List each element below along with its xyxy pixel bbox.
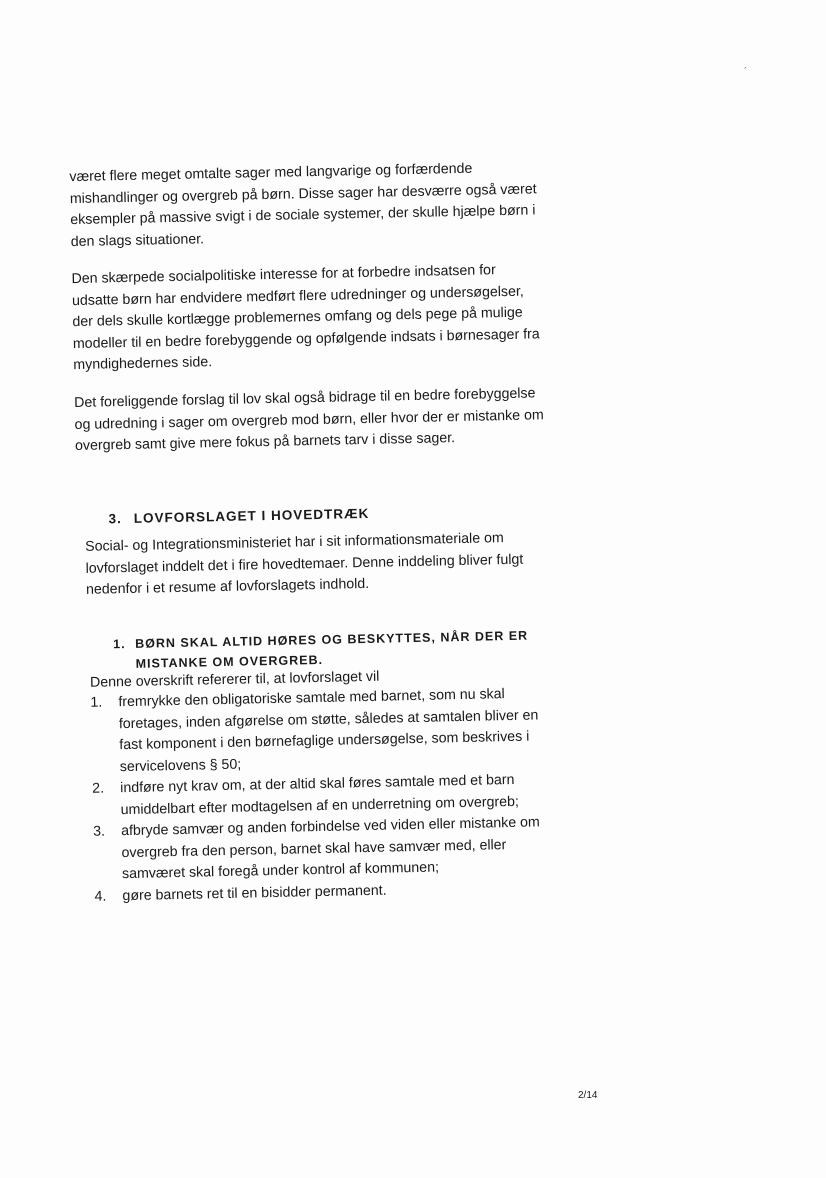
- list-item-text: fremrykke den obligatoriske samtale med barnet, som nu skal foretages, inden afgørelse om støtte, således at samtalen bliver en fast komponent i den børnefaglige undersøgelse, som beskrives i servicelovens § 50;: [118, 686, 539, 775]
- list-item-number: 3.: [92, 823, 106, 840]
- subsection-intro: Denne overskrift refererer til, at lovforslaget vil: [89, 668, 380, 691]
- subsection-title-line2: MISTANKE OM OVERGREB.: [135, 652, 324, 671]
- paragraph-intro: været flere meget omtalte sager med langvarige og forfærdende mishandlinger og overgreb på børn. Disse sager har desværre også været eksempler på massive svigt i de sociale systemer, der skulle hjælpe børn i den slags situationer.: [69, 160, 537, 250]
- paragraph-proposal: Det foreliggende forslag til lov skal også bidrage til en bedre forebyggelse og udredning i sager om overgreb mod børn, eller hvor der er mistanke om overgreb samt give mere fokus på barnets tarv i disse sager.: [73, 385, 544, 455]
- measures-list: [90, 683, 564, 908]
- list-item-number: 2.: [92, 780, 105, 797]
- section-intro: Social- og Integrationsministeriet har i sit informationsmateriale om lovforslaget inddelt det i fire hovedtemaer. Denne inddeling bliver fulgt nedenfor i et resume af lovforslagets indhold.: [84, 530, 524, 598]
- subsection-number: 1.: [113, 637, 126, 652]
- section-title: LOVFORSLAGET I HOVEDTRÆK: [133, 505, 370, 526]
- list-item: [93, 812, 564, 886]
- section-number: 3.: [108, 511, 122, 527]
- list-item: [90, 683, 562, 779]
- subsection-title-line1: BØRN SKAL ALTID HØRES OG BESKYTTES, NÅR DER ER: [135, 628, 529, 651]
- list-item-number: 4.: [94, 887, 107, 905]
- list-item-text: indføre nyt krav om, at der altid skal føres samtale med et barn umiddelbart efter modtagelsen af en underretning om overgreb;: [120, 771, 520, 818]
- paragraph-interest: Den skærpede socialpolitiske interesse for at forbedre indsatsen for udsatte børn har endvidere medført flere udredninger og undersøgelser, der dels skulle kortlægge problemernes omfang og dels pege på mulige modeller til en bedre forebyggende og opfølgende indsats i børnesager fra myndighedernes side.: [71, 262, 540, 374]
- scan-speck: ´: [744, 66, 747, 76]
- section-heading: [108, 506, 369, 526]
- list-item-number: 1.: [90, 694, 103, 711]
- list-item-text: gøre barnets ret til en bisidder permanent.: [122, 882, 387, 904]
- page-number: 2/14: [578, 1090, 598, 1101]
- list-item-text: afbryde samvær og anden forbindelse ved viden eller mistanke om overgreb fra den person, barnet skal have samvær med, eller samværet skal foregå under kontrol af kommunen;: [120, 814, 540, 883]
